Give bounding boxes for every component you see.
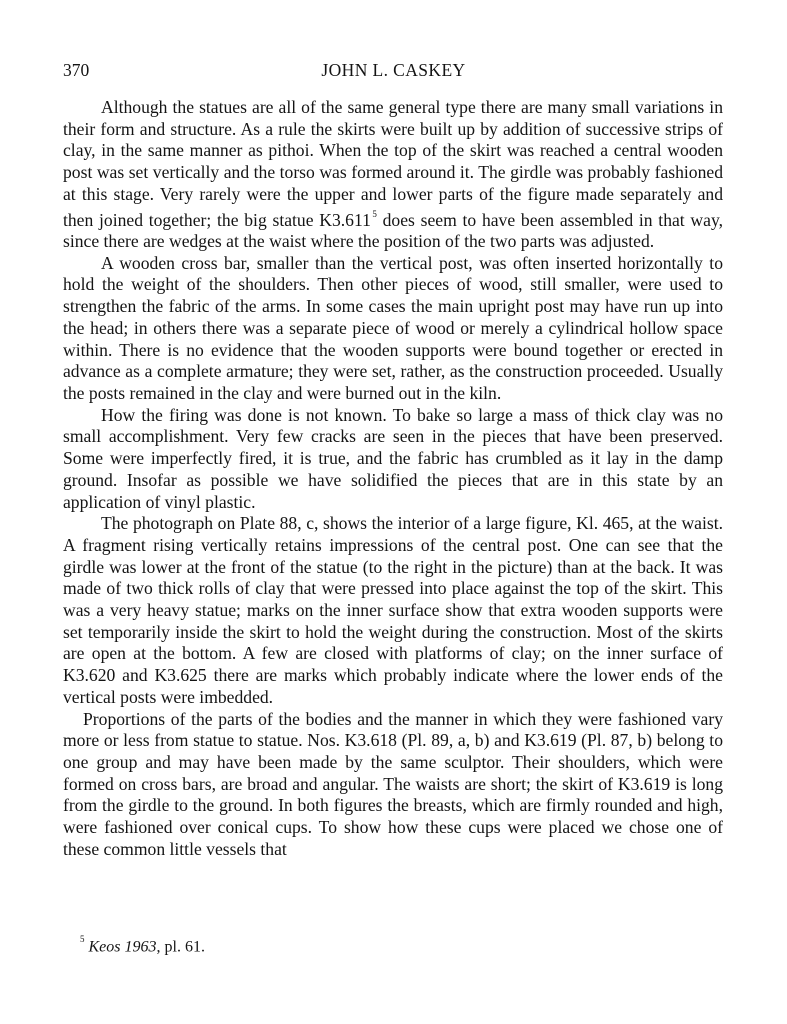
paragraph: A wooden cross bar, smaller than the vertical post, was often inserted horizontally to hold the weight of the shoulders. Then other pieces of wood, still smaller, were used to strengthen the fabric of the arms. In some cases the main upright post may have run up into the head; in others there was a separate piece of wood or merely a cylindrical hollow space within. There is no evidence that the wooden supports were bound together or erected in advance as a complete armature; they were set, rather, as the construction proceeded. Usually the posts remained in the clay and were burned out in the kiln.	[63, 252, 723, 403]
paragraph-text: Although the statues are all of the same general type there are many small variations in their form and structure. As a rule the skirts were built up by addition of successive strips of clay, in the same manner as pithoi. When the top of the skirt was reached a central wooden post was set vertically and the torso was formed around it. The girdle was probably fashioned at this stage. Very rarely were the upper and lower parts of the figure made separately and then joined together; the big statue K3.611	[63, 97, 723, 230]
footnote	[80, 932, 205, 957]
page-number: 370	[63, 60, 90, 80]
footnote-reference[interactable]: 5	[372, 208, 377, 219]
paragraph	[63, 97, 723, 253]
footnote-number: 5	[80, 934, 85, 944]
paragraph: How the firing was done is not known. To bake so large a mass of thick clay was no small accomplishment. Very few cracks are seen in the pieces that have been preserved. Some were imperfectly fired, it is true, and the fabric has crumbled as it lay in the damp ground. Insofar as possible we have solidified the pieces that are in this state by an application of vinyl plastic.	[63, 404, 723, 512]
paragraph: The photograph on Plate 88, c, shows the interior of a large figure, Kl. 465, at the waist. A fragment rising vertically retains impressions of the central post. One can see that the girdle was lower at the front of the statue (to the right in the picture) than at the back. It was made of two thick rolls of clay that were pressed into place against the top of the skirt. This was a very heavy statue; marks on the inner surface show that extra wooden supports were set temporarily inside the skirt to hold the weight during the construction. Most of the skirts are open at the bottom. A few are closed with platforms of clay; on the inner surface of K3.620 and K3.625 there are marks which probably indicate where the lower ends of the vertical posts were imbedded.	[63, 513, 723, 707]
running-head: JOHN L. CASKEY	[321, 60, 466, 80]
footnote-citation-title: Keos 1963	[88, 938, 157, 956]
paragraph: Proportions of the parts of the bodies and the manner in which they were fashioned vary more or less from statue to statue. Nos. K3.618 (Pl. 89, a, b) and K3.619 (Pl. 87, b) belong to one group and may have been made by the same sculptor. Their shoulders, which were formed on cross bars, are broad and angular. The waists are short; the skirt of K3.619 is long from the girdle to the ground. In both figures the breasts, which are firmly rounded and high, were fashioned over conical cups. To show how these cups were placed we chose one of these common little vessels that	[63, 708, 723, 859]
footnote-citation-rest: , pl. 61.	[156, 938, 205, 956]
page-header	[63, 60, 724, 86]
body-text	[63, 97, 723, 860]
paragraph-text: does seem to have been assembled in that way, since there are wedges at the waist where the position of the two parts was adjusted.	[63, 209, 723, 252]
